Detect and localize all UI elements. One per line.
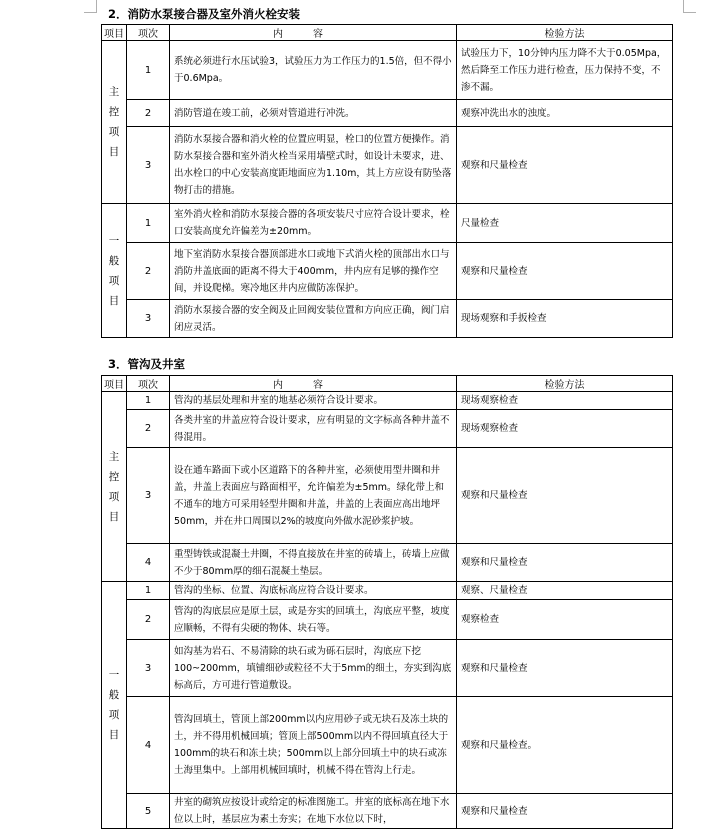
table-row — [102, 127, 673, 204]
content-cell: 消防水泵接合器的安全阀及止回阀安装位置和方向应正确，阀门启闭应灵活。 — [170, 300, 457, 338]
table-row — [102, 544, 673, 582]
content-cell: 消防管道在竣工前，必须对管道进行冲洗。 — [170, 100, 457, 127]
method-cell: 观察冲洗出水的浊度。 — [457, 100, 673, 127]
item-no-cell: 4 — [127, 544, 170, 582]
method-cell: 观察和尺量检查 — [457, 448, 673, 544]
item-no-cell: 1 — [127, 582, 170, 600]
method-cell: 观察和尺量检查 — [457, 640, 673, 697]
header-category: 项目 — [102, 376, 127, 392]
header-category: 项目 — [102, 25, 127, 41]
table-row — [102, 392, 673, 410]
margin-corner-mark-left — [84, 0, 97, 13]
content-cell: 如沟基为岩石、不易清除的块石或为砾石层时，沟底应下挖100~200mm，填铺细砂或粒径不大于5mm的细土，夯实到沟底标高后，方可进行管道敷设。 — [170, 640, 457, 697]
category-cell — [102, 582, 127, 829]
method-cell: 现场观察检查 — [457, 410, 673, 448]
content-cell: 重型铸铁或混凝土井圈，不得直接放在井室的砖墙上，砖墙上应做不少于80mm厚的细石混凝土垫层。 — [170, 544, 457, 582]
method-cell: 观察和尺量检查。 — [457, 697, 673, 794]
item-no-cell: 5 — [127, 794, 170, 829]
table-header-row — [102, 25, 673, 41]
item-no-cell: 2 — [127, 100, 170, 127]
category-label: 一般项目 — [108, 669, 120, 741]
content-cell: 各类井室的井盖应符合设计要求，应有明显的文字标高各种井盖不得混用。 — [170, 410, 457, 448]
method-cell: 尺量检查 — [457, 204, 673, 243]
table-row — [102, 300, 673, 338]
category-label: 主控项目 — [108, 450, 120, 523]
item-no-cell: 3 — [127, 127, 170, 204]
content-cell: 设在通车路面下或小区道路下的各种井室，必须使用型井圈和井盖，井盖上表面应与路面相平，允许偏差为±5mm。绿化带上和不通车的地方可采用轻型井圈和井盖，井盖的上表面应高出地坪50mm，并在井口周围以2%的坡度向外做水泥砂浆护坡。 — [170, 448, 457, 544]
table-row — [102, 243, 673, 300]
inspection-table — [101, 24, 673, 338]
header-method: 检验方法 — [457, 376, 673, 392]
item-no-cell: 4 — [127, 697, 170, 794]
table-row — [102, 410, 673, 448]
method-cell: 观察检查 — [457, 600, 673, 640]
content-cell: 消防水泵接合器和消火栓的位置应明显，栓口的位置方便操作。消防水泵接合器和室外消火栓当采用墙壁式时，如设计未要求，进、出水栓口的中心安装高度距地面应为1.10m，其上方应设有防坠落物打击的措施。 — [170, 127, 457, 204]
item-no-cell: 3 — [127, 640, 170, 697]
table-header-row — [102, 376, 673, 392]
table-row — [102, 41, 673, 100]
inspection-table — [101, 375, 673, 829]
table-row — [102, 794, 673, 829]
method-cell: 观察和尺量检查 — [457, 127, 673, 204]
section-title: 3．管沟及井室 — [108, 357, 186, 371]
item-no-cell: 1 — [127, 41, 170, 100]
header-content: 内容 — [170, 376, 457, 392]
method-cell: 观察和尺量检查 — [457, 243, 673, 300]
item-no-cell: 1 — [127, 204, 170, 243]
content-cell: 地下室消防水泵接合器顶部进水口或地下式消火栓的顶部出水口与消防井盖底面的距离不得大于400mm，井内应有足够的操作空间，并设爬梯。寒冷地区井内应做防冻保护。 — [170, 243, 457, 300]
category-cell — [102, 392, 127, 582]
margin-corner-mark-right — [683, 0, 696, 13]
category-cell — [102, 204, 127, 338]
header-item-no: 项次 — [127, 25, 170, 41]
table-row — [102, 640, 673, 697]
table-row — [102, 697, 673, 794]
content-cell: 管沟的基层处理和井室的地基必须符合设计要求。 — [170, 392, 457, 410]
table-row — [102, 204, 673, 243]
method-cell: 观察和尺量检查 — [457, 794, 673, 829]
content-cell: 室外消火栓和消防水泵接合器的各项安装尺寸应符合设计要求，栓口安装高度允许偏差为±20mm。 — [170, 204, 457, 243]
content-cell: 管沟回填土，管顶上部200mm以内应用砂子或无块石及冻土块的土，并不得用机械回填；管顶上部500mm以内不得回填直径大于100mm的块石和冻土块；500mm以上部分回填土中的块石或冻土海里集中。上部用机械回填时，机械不得在管沟上行走。 — [170, 697, 457, 794]
table-row — [102, 100, 673, 127]
content-cell: 井室的砌筑应按设计或给定的标准图施工。井室的底标高在地下水位以上时，基层应为素土夯实；在地下水位以下时， — [170, 794, 457, 829]
section-title: 2．消防水泵接合器及室外消火栓安装 — [108, 7, 300, 21]
content-cell: 管沟的沟底层应是原土层，或是夯实的回填土，沟底应平整，坡度应顺畅，不得有尖硬的物体、块石等。 — [170, 600, 457, 640]
method-cell: 现场观察和手扳检查 — [457, 300, 673, 338]
category-label: 一般项目 — [108, 234, 120, 307]
item-no-cell: 2 — [127, 410, 170, 448]
header-method: 检验方法 — [457, 25, 673, 41]
method-cell: 观察、尺量检查 — [457, 582, 673, 600]
item-no-cell: 3 — [127, 300, 170, 338]
method-cell: 试验压力下，10分钟内压力降不大于0.05Mpa，然后降至工作压力进行检查，压力保持不变，不渗不漏。 — [457, 41, 673, 100]
content-cell: 管沟的坐标、位置、沟底标高应符合设计要求。 — [170, 582, 457, 600]
header-content: 内容 — [170, 25, 457, 41]
item-no-cell: 3 — [127, 448, 170, 544]
item-no-cell: 2 — [127, 600, 170, 640]
method-cell: 现场观察检查 — [457, 392, 673, 410]
table-row — [102, 582, 673, 600]
table-row — [102, 448, 673, 544]
category-label: 主控项目 — [108, 86, 120, 158]
method-cell: 观察和尺量检查 — [457, 544, 673, 582]
table-row — [102, 600, 673, 640]
item-no-cell: 1 — [127, 392, 170, 410]
content-cell: 系统必须进行水压试验3，试验压力为工作压力的1.5倍，但不得小于0.6Mpa。 — [170, 41, 457, 100]
item-no-cell: 2 — [127, 243, 170, 300]
header-item-no: 项次 — [127, 376, 170, 392]
category-cell — [102, 41, 127, 204]
